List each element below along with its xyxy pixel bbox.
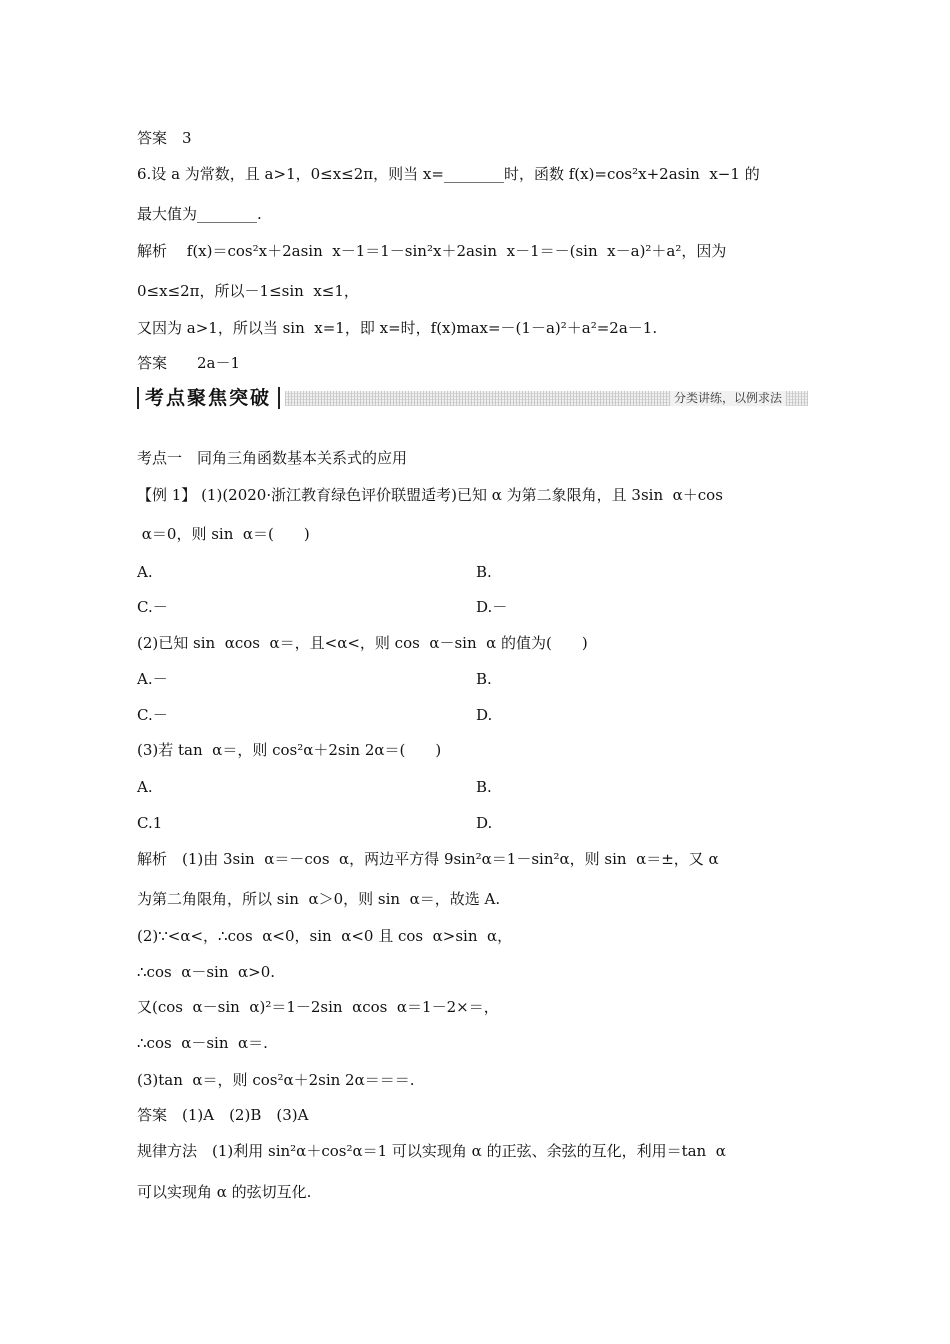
solution-line-5: 又(cos α－sin α)²＝1－2sin αcos α＝1－2×＝，	[137, 998, 499, 1016]
option-b: B.	[476, 670, 492, 688]
banner-left-bar	[137, 387, 139, 409]
example-1-line-2: α＝0，则 sin α＝( )	[137, 525, 310, 543]
option-c: C.1	[137, 814, 163, 832]
option-c: C.－	[137, 598, 168, 616]
analysis-line-2: 0≤x≤2π，所以－1≤sin x≤1，	[137, 282, 359, 300]
method-line-2: 可以实现角 α 的弦切互化.	[137, 1183, 312, 1201]
answer-line-3: 答案 (1)A (2)B (3)A	[137, 1106, 309, 1124]
example-1-part-3: (3)若 tan α＝，则 cos²α＋2sin 2α＝( )	[137, 741, 442, 759]
example-1-part-2: (2)已知 sin αcos α＝，且<α<，则 cos α－sin α 的值为( )	[137, 634, 588, 652]
topic-heading: 考点一 同角三角函数基本关系式的应用	[137, 449, 408, 467]
answer-line: 答案 3	[137, 129, 192, 147]
solution-line-3: (2)∵<α<，∴cos α<0，sin α<0 且 cos α>sin α，	[137, 927, 513, 945]
option-d: D.－	[476, 598, 508, 616]
option-c: C.－	[137, 706, 168, 724]
question-6-line-2: 最大值为________.	[137, 205, 262, 223]
solution-line-6: ∴cos α－sin α＝.	[137, 1034, 268, 1052]
solution-line-2: 为第二角限角，所以 sin α＞0，则 sin α＝，故选 A.	[137, 890, 501, 908]
option-d: D.	[476, 814, 493, 832]
banner-divider	[278, 387, 280, 409]
solution-line-7: (3)tan α＝，则 cos²α＋2sin 2α＝＝＝.	[137, 1071, 415, 1089]
solution-line-1: 解析 (1)由 3sin α＝－cos α，两边平方得 9sin²α＝1－sin²α，则 sin α＝±，又 α	[137, 850, 719, 868]
option-b: B.	[476, 563, 492, 581]
option-a: A.－	[137, 670, 168, 688]
section-banner	[137, 385, 808, 411]
answer-line-2: 答案 2a－1	[137, 354, 241, 372]
analysis-line-3: 又因为 a>1，所以当 sin x=1，即 x=时，f(x)max=－(1－a)²＋a²=2a－1.	[137, 319, 658, 337]
option-d: D.	[476, 706, 493, 724]
solution-line-4: ∴cos α－sin α>0.	[137, 963, 276, 981]
analysis-line-1: 解析 f(x)＝cos²x＋2asin x－1＝1－sin²x＋2asin x－1＝－(sin x－a)²＋a²，因为	[137, 242, 727, 260]
option-a: A.	[137, 778, 153, 796]
option-b: B.	[476, 778, 492, 796]
banner-tag: 分类讲练，以例求法	[670, 391, 786, 406]
method-line-1: 规律方法 (1)利用 sin²α＋cos²α＝1 可以实现角 α 的正弦、余弦的互化，利用＝tan α	[137, 1142, 726, 1160]
example-1-line-1: 【例 1】 (1)(2020·浙江教育绿色评价联盟适考)已知 α 为第二象限角，且 3sin α＋cos	[137, 486, 723, 504]
option-a: A.	[137, 563, 153, 581]
banner-title: 考点聚焦突破	[145, 387, 272, 409]
question-6-line-1: 6.设 a 为常数，且 a>1，0≤x≤2π，则当 x=________时，函数 f(x)=cos²x+2asin x−1 的	[137, 165, 760, 183]
